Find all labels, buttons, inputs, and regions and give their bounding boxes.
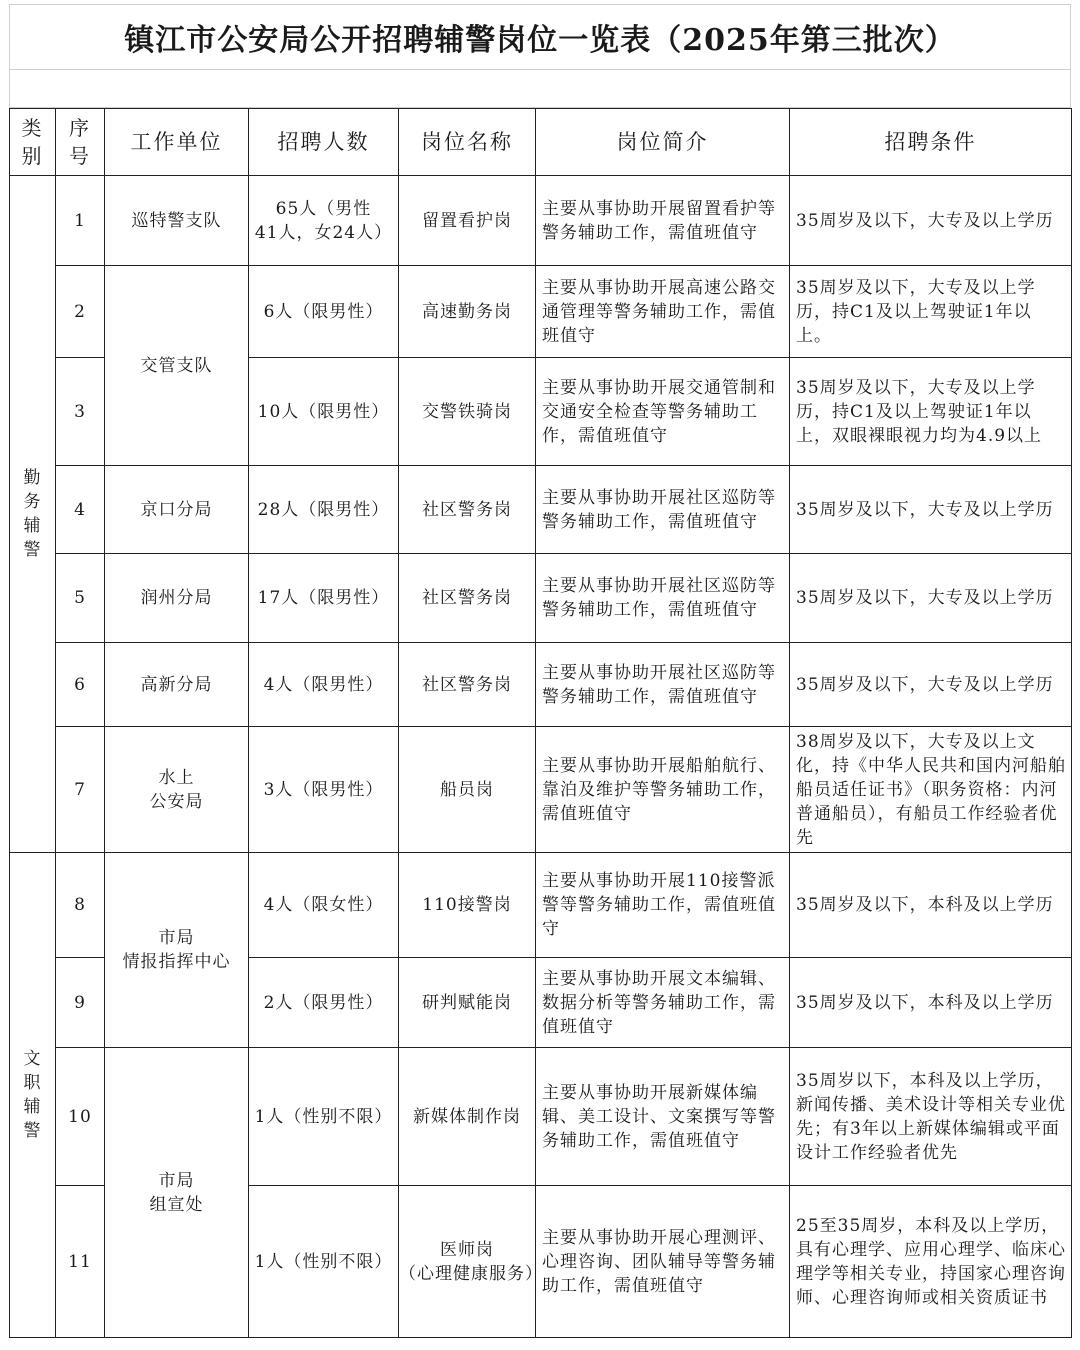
seq-cell: 6 xyxy=(56,643,105,727)
header-description: 岗位简介 xyxy=(536,109,790,176)
count-cell: 4人（限男性） xyxy=(249,643,399,727)
count-cell: 3人（限男性） xyxy=(249,727,399,853)
description-cell: 主要从事协助开展文本编辑、数据分析等警务辅助工作，需值班值守 xyxy=(536,958,790,1048)
seq-cell: 3 xyxy=(56,358,105,466)
description-cell: 主要从事协助开展交通管制和交通安全检查等警务辅助工作，需值班值守 xyxy=(536,358,790,466)
header-count: 招聘人数 xyxy=(249,109,399,176)
conditions-cell: 35周岁以下，本科及以上学历，新闻传播、美术设计等相关专业优先；有3年以上新媒体编辑或平面设计工作经验者优先 xyxy=(790,1048,1072,1186)
header-unit: 工作单位 xyxy=(105,109,249,176)
conditions-cell: 35周岁及以下，大专及以上学历 xyxy=(790,466,1072,554)
count-cell: 17人（限男性） xyxy=(249,554,399,643)
conditions-cell: 35周岁及以下，本科及以上学历 xyxy=(790,958,1072,1048)
recruitment-table xyxy=(9,108,1072,1338)
position-cell: 高速勤务岗 xyxy=(399,266,536,358)
table-row xyxy=(10,176,1072,266)
header-category: 类 别 xyxy=(10,109,56,176)
count-cell: 10人（限男性） xyxy=(249,358,399,466)
count-cell: 1人（性别不限） xyxy=(249,1048,399,1186)
seq-cell: 10 xyxy=(56,1048,105,1186)
position-cell: 社区警务岗 xyxy=(399,466,536,554)
table-row xyxy=(10,1048,1072,1186)
header-position: 岗位名称 xyxy=(399,109,536,176)
description-cell: 主要从事协助开展船舶航行、靠泊及维护等警务辅助工作，需值班值守 xyxy=(536,727,790,853)
description-cell: 主要从事协助开展心理测评、心理咨询、团队辅导等警务辅助工作，需值班值守 xyxy=(536,1186,790,1338)
description-cell: 主要从事协助开展留置看护等警务辅助工作，需值班值守 xyxy=(536,176,790,266)
position-cell: 留置看护岗 xyxy=(399,176,536,266)
table-row xyxy=(10,266,1072,358)
unit-cell: 市局 组宣处 xyxy=(105,1048,249,1338)
unit-cell: 京口分局 xyxy=(105,466,249,554)
table-row xyxy=(10,554,1072,643)
header-seq: 序 号 xyxy=(56,109,105,176)
table-row xyxy=(10,466,1072,554)
unit-cell: 巡特警支队 xyxy=(105,176,249,266)
seq-cell: 9 xyxy=(56,958,105,1048)
description-cell: 主要从事协助开展高速公路交通管理等警务辅助工作，需值班值守 xyxy=(536,266,790,358)
count-cell: 4人（限女性） xyxy=(249,853,399,958)
unit-cell: 水上 公安局 xyxy=(105,727,249,853)
table-row xyxy=(10,643,1072,727)
count-cell: 1人（性别不限） xyxy=(249,1186,399,1338)
unit-cell: 高新分局 xyxy=(105,643,249,727)
category-civil: 文 职 辅 警 xyxy=(10,853,56,1338)
description-cell: 主要从事协助开展社区巡防等警务辅助工作，需值班值守 xyxy=(536,554,790,643)
conditions-cell: 38周岁及以下，大专及以上文化，持《中华人民共和国内河船舶船员适任证书》（职务资格：内河普通船员），有船员工作经验者优先 xyxy=(790,727,1072,853)
position-cell: 船员岗 xyxy=(399,727,536,853)
count-cell: 28人（限男性） xyxy=(249,466,399,554)
page-title: 镇江市公安局公开招聘辅警岗位一览表（2025年第三批次） xyxy=(124,23,956,58)
blank-row xyxy=(9,70,1071,108)
count-cell: 2人（限男性） xyxy=(249,958,399,1048)
seq-cell: 11 xyxy=(56,1186,105,1338)
conditions-cell: 35周岁及以下，本科及以上学历 xyxy=(790,853,1072,958)
description-cell: 主要从事协助开展社区巡防等警务辅助工作，需值班值守 xyxy=(536,466,790,554)
category-duty: 勤 务 辅 警 xyxy=(10,176,56,853)
position-cell: 交警铁骑岗 xyxy=(399,358,536,466)
seq-cell: 5 xyxy=(56,554,105,643)
seq-cell: 4 xyxy=(56,466,105,554)
title-box xyxy=(9,4,1071,70)
count-cell: 65人（男性 41人，女24人） xyxy=(249,176,399,266)
seq-cell: 1 xyxy=(56,176,105,266)
unit-cell: 润州分局 xyxy=(105,554,249,643)
conditions-cell: 35周岁及以下，大专及以上学历，持C1及以上驾驶证1年以上，双眼裸眼视力均为4.9以上 xyxy=(790,358,1072,466)
position-cell: 110接警岗 xyxy=(399,853,536,958)
conditions-cell: 35周岁及以下，大专及以上学历 xyxy=(790,643,1072,727)
description-cell: 主要从事协助开展新媒体编辑、美工设计、文案撰写等警务辅助工作，需值班值守 xyxy=(536,1048,790,1186)
position-cell: 社区警务岗 xyxy=(399,554,536,643)
position-cell: 社区警务岗 xyxy=(399,643,536,727)
conditions-cell: 35周岁及以下，大专及以上学历 xyxy=(790,176,1072,266)
header-row xyxy=(10,109,1072,176)
table-row xyxy=(10,853,1072,958)
seq-cell: 8 xyxy=(56,853,105,958)
unit-cell: 交管支队 xyxy=(105,266,249,466)
conditions-cell: 35周岁及以下，大专及以上学历 xyxy=(790,554,1072,643)
position-cell: 新媒体制作岗 xyxy=(399,1048,536,1186)
seq-cell: 7 xyxy=(56,727,105,853)
description-cell: 主要从事协助开展110接警派警等警务辅助工作，需值班值守 xyxy=(536,853,790,958)
unit-cell: 市局 情报指挥中心 xyxy=(105,853,249,1048)
description-cell: 主要从事协助开展社区巡防等警务辅助工作，需值班值守 xyxy=(536,643,790,727)
header-conditions: 招聘条件 xyxy=(790,109,1072,176)
table-row xyxy=(10,727,1072,853)
position-cell: 医师岗 （心理健康服务） xyxy=(399,1186,536,1338)
seq-cell: 2 xyxy=(56,266,105,358)
conditions-cell: 25至35周岁，本科及以上学历，具有心理学、应用心理学、临床心理学等相关专业，持国家心理咨询师、心理咨询师或相关资质证书 xyxy=(790,1186,1072,1338)
count-cell: 6人（限男性） xyxy=(249,266,399,358)
position-cell: 研判赋能岗 xyxy=(399,958,536,1048)
conditions-cell: 35周岁及以下，大专及以上学历，持C1及以上驾驶证1年以上。 xyxy=(790,266,1072,358)
